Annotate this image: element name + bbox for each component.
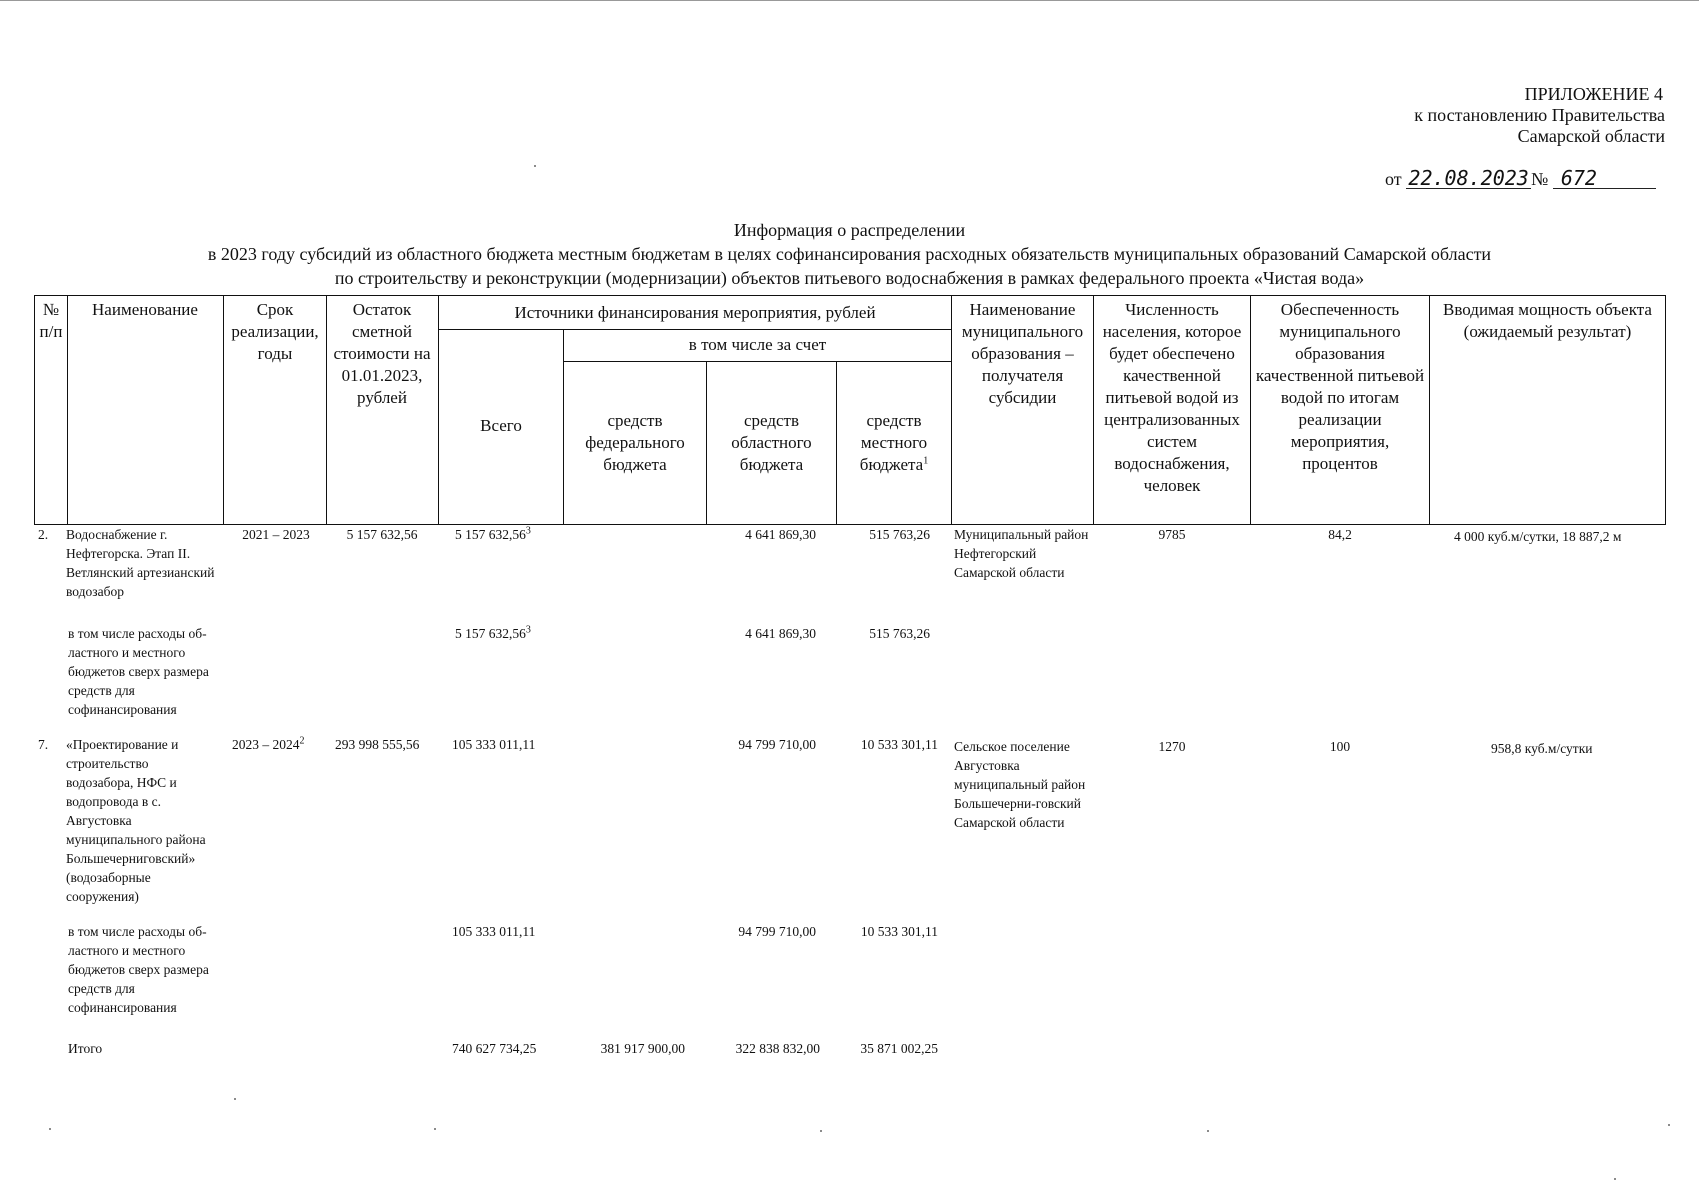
header-capacity: Вводимая мощность объекта (ожидаемый результат) <box>1443 300 1652 341</box>
header-including: в том числе за счет <box>688 335 827 354</box>
row-name: Водоснабжение г. Нефтегорска. Этап II. Ветлянский артезианский водозабор <box>66 527 215 599</box>
row-population: 9785 <box>1158 527 1186 542</box>
row-period-text: 2023 – 2024 <box>232 737 300 752</box>
row-period-text: 2021 – 2023 <box>242 527 310 542</box>
row-total-sup: 3 <box>525 624 531 636</box>
row-municipality: Муниципальный район Нефтегорский Самарской области <box>954 527 1089 580</box>
row-name: в том числе расходы об-ластного и местного бюджетов сверх размера средств для софинансирования <box>68 924 209 1015</box>
row-local: 10 533 301,11 <box>860 737 938 752</box>
header-period: Срок реализации, годы <box>231 300 319 363</box>
row-municipality: Сельское поселение Августовка муниципальный район Большечерни-говский Самарской области <box>954 739 1086 830</box>
row-regional: 4 641 869,30 <box>745 626 816 641</box>
appendix-line-3: Самарской области <box>1517 126 1665 146</box>
header-municipality: Наименование муниципального образования – получателя субсидии <box>961 300 1084 407</box>
row-name: в том числе расходы об-ластного и местного бюджетов сверх размера средств для софинансирования <box>68 626 209 717</box>
row-total <box>455 624 565 643</box>
row-balance: 5 157 632,56 <box>346 527 418 542</box>
row-period <box>232 735 328 754</box>
scan-speck <box>234 1098 236 1100</box>
heading-line-1: Информация о распределении <box>733 220 966 240</box>
row-total-text: 5 157 632,56 <box>455 527 526 542</box>
header-local <box>838 410 950 476</box>
row-period <box>226 525 326 544</box>
row-capacity: 4 000 куб.м/сутки, 18 887,2 м <box>1454 529 1622 544</box>
row-total: 740 627 734,25 <box>452 1041 537 1056</box>
row-name: Итого <box>68 1041 103 1056</box>
row-total <box>455 525 565 544</box>
document-heading <box>0 218 1699 290</box>
header-regional: средств областного бюджета <box>731 411 812 474</box>
row-name: «Проектирование и строительство водозабора, НФС и водопровода в с. Августовка муниципального района Большечерниговский» (водозаборные сооружения) <box>66 737 206 904</box>
row-total-text: 5 157 632,56 <box>455 626 526 641</box>
decree-line <box>1385 168 1656 190</box>
scan-top-edge <box>0 0 1699 1</box>
row-total: 105 333 011,11 <box>452 737 536 752</box>
row-num: 2. <box>38 527 49 542</box>
row-capacity: 958,8 куб.м/сутки <box>1491 741 1593 756</box>
row-provision: 100 <box>1329 739 1351 754</box>
heading-line-3: по строительству и реконструкции (модернизации) объектов питьевого водоснабжения в рамках федерального проекта «Чистая вода» <box>334 268 1365 288</box>
decree-prefix: от <box>1385 169 1402 189</box>
row-total: 105 333 011,11 <box>452 924 536 939</box>
row-regional: 4 641 869,30 <box>745 527 816 542</box>
scan-speck <box>1614 1178 1616 1180</box>
row-local: 515 763,26 <box>869 527 930 542</box>
header-local-sup: 1 <box>923 455 929 467</box>
row-regional: 94 799 710,00 <box>738 924 816 939</box>
scan-speck <box>1668 1124 1670 1126</box>
scan-speck <box>49 1128 51 1130</box>
heading-line-2: в 2023 году субсидий из областного бюджета местным бюджетам в целях софинансирования расходных обязательств муниципальных образований Самарской области <box>207 244 1492 264</box>
header-local-text: средств местного бюджета <box>859 411 928 474</box>
scan-speck <box>1207 1130 1209 1132</box>
header-name: Наименование <box>92 300 198 319</box>
appendix-title: ПРИЛОЖЕНИЕ 4 <box>1524 84 1663 104</box>
header-balance: Остаток сметной стоимости на 01.01.2023, рублей <box>333 300 431 407</box>
decree-date: 22.08.2023 <box>1406 168 1531 189</box>
row-local: 10 533 301,11 <box>860 924 938 939</box>
header-provision: Обеспеченность муниципального образования качественной питьевой водой по итогам реализации мероприятия, процентов <box>1255 300 1425 473</box>
header-sources: Источники финансирования мероприятия, рублей <box>514 303 876 322</box>
row-period-sup: 2 <box>299 735 305 747</box>
appendix-block <box>1414 84 1665 147</box>
appendix-line-2: к постановлению Правительства <box>1414 105 1665 125</box>
row-regional: 322 838 832,00 <box>735 1041 820 1056</box>
row-population: 1270 <box>1158 739 1186 754</box>
scan-speck <box>820 1130 822 1132</box>
scan-speck <box>434 1128 436 1130</box>
row-regional: 94 799 710,00 <box>738 737 816 752</box>
scan-speck <box>534 165 536 167</box>
row-balance: 293 998 555,56 <box>335 737 420 752</box>
row-provision: 84,2 <box>1328 527 1352 542</box>
decree-number: 672 <box>1553 168 1656 189</box>
row-federal: 381 917 900,00 <box>600 1041 685 1056</box>
row-local: 515 763,26 <box>869 626 930 641</box>
header-num: № п/п <box>39 300 63 341</box>
header-total: Всего <box>480 416 522 435</box>
row-num: 7. <box>38 737 49 752</box>
row-local: 35 871 002,25 <box>860 1041 938 1056</box>
row-total-sup: 3 <box>525 525 531 537</box>
header-population: Численность населения, которое будет обеспечено качественной питьевой водой из централизованных систем водоснабжения, человек <box>1102 300 1242 495</box>
header-federal: средств федерального бюджета <box>585 411 685 474</box>
decree-number-sign: № <box>1531 169 1549 189</box>
